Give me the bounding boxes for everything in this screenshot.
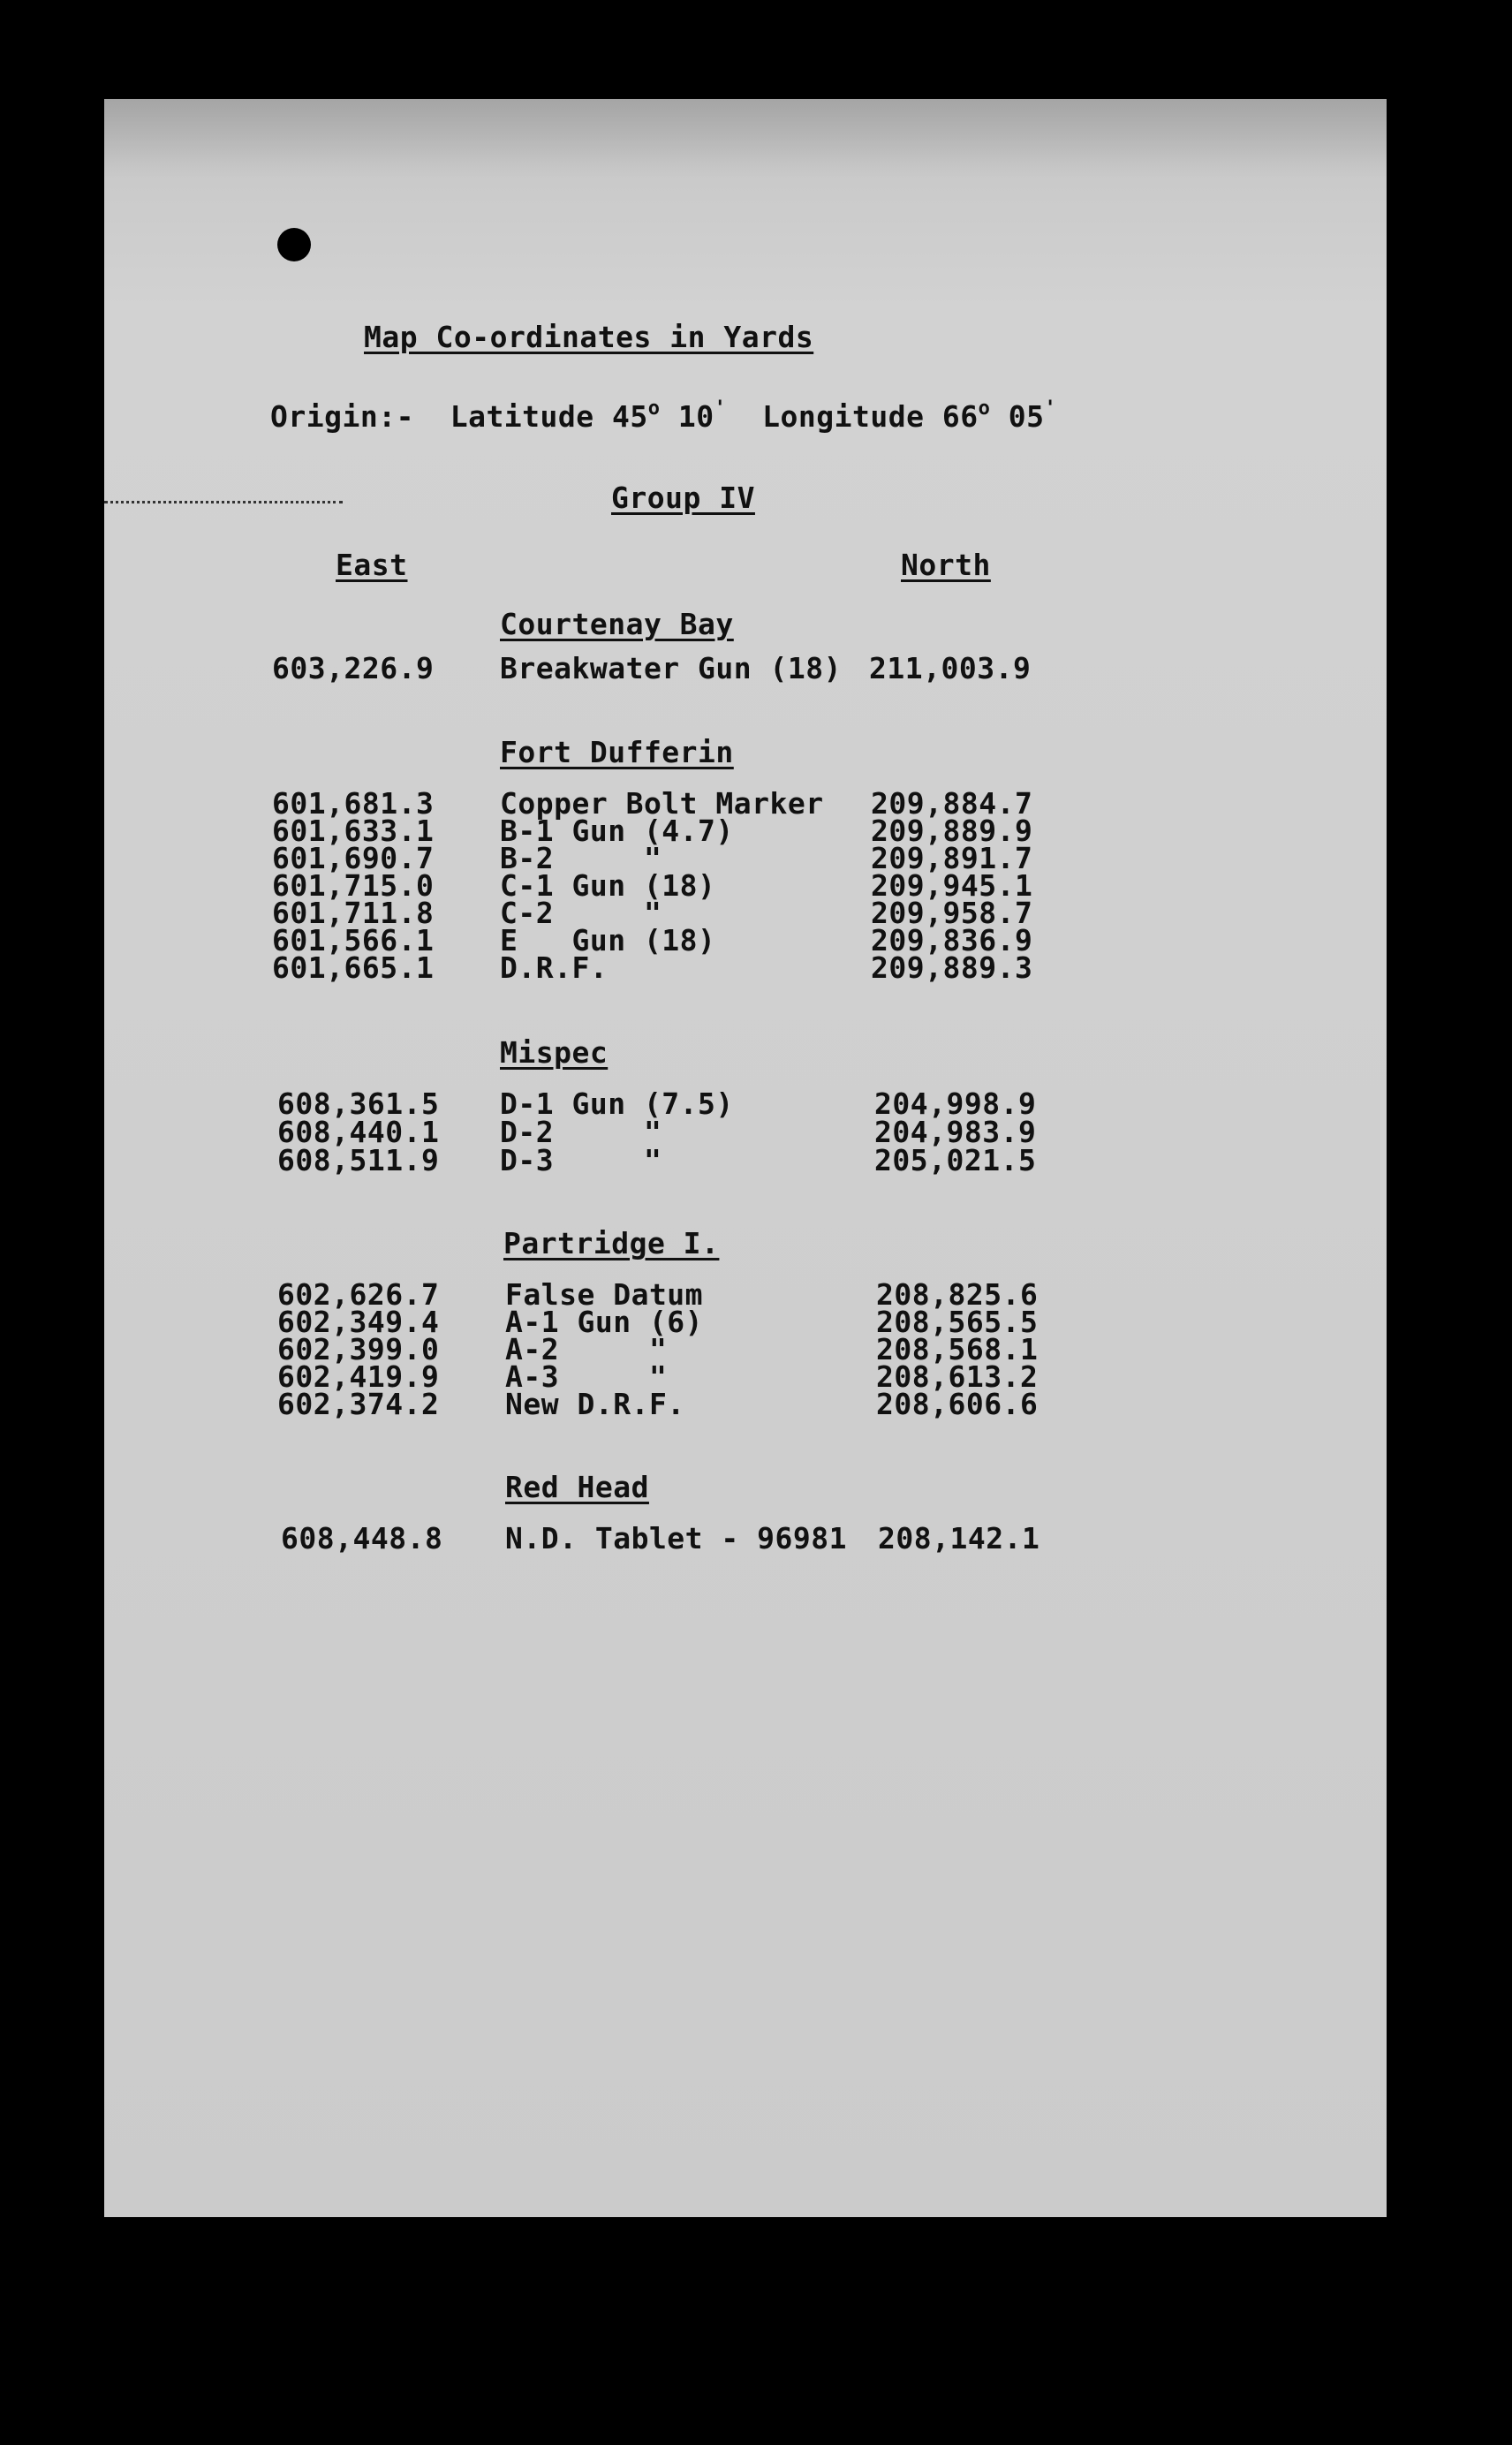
- east-value: 601,633.1: [272, 814, 435, 848]
- east-value: 601,711.8: [272, 896, 435, 930]
- point-description: False Datum: [505, 1277, 704, 1312]
- east-value: 601,665.1: [272, 950, 435, 985]
- east-value: 602,419.9: [277, 1359, 440, 1394]
- group-heading: Group IV: [611, 481, 755, 515]
- dotted-mark: [104, 501, 343, 503]
- east-value: 608,448.8: [281, 1521, 443, 1556]
- point-description: B-2 ": [500, 841, 662, 875]
- section-heading: Red Head: [505, 1470, 649, 1504]
- latitude-degree-mark: o: [647, 397, 661, 420]
- north-value: 209,889.3: [871, 950, 1033, 985]
- point-description: D.R.F.: [500, 950, 609, 985]
- north-value: 209,884.7: [871, 786, 1033, 821]
- north-value: 204,983.9: [874, 1115, 1037, 1149]
- north-value: 209,945.1: [871, 868, 1033, 903]
- east-value: 602,349.4: [277, 1305, 440, 1339]
- north-value: 211,003.9: [869, 651, 1032, 685]
- latitude-label: Latitude: [450, 399, 594, 434]
- longitude-degree-mark: o: [978, 397, 991, 420]
- east-column-header: East: [336, 548, 408, 582]
- east-value: 602,374.2: [277, 1387, 440, 1421]
- point-description: C-2 ": [500, 896, 662, 930]
- section-heading: Fort Dufferin: [500, 735, 734, 769]
- east-value: 608,440.1: [277, 1115, 440, 1149]
- east-value: 601,690.7: [272, 841, 435, 875]
- point-description: D-2 ": [500, 1115, 662, 1149]
- north-value: 209,891.7: [871, 841, 1033, 875]
- north-value: 204,998.9: [874, 1086, 1037, 1121]
- point-description: New D.R.F.: [505, 1387, 685, 1421]
- longitude-degrees: 66: [941, 399, 979, 434]
- point-description: D-1 Gun (7.5): [500, 1086, 734, 1121]
- east-value: 601,715.0: [272, 868, 435, 903]
- east-value: 601,566.1: [272, 923, 435, 958]
- point-description: C-1 Gun (18): [500, 868, 716, 903]
- east-value: 602,399.0: [277, 1332, 440, 1366]
- point-description: Copper Bolt Marker: [500, 786, 824, 821]
- north-value: 208,568.1: [876, 1332, 1039, 1366]
- north-column-header: North: [901, 548, 991, 582]
- north-value: 208,565.5: [876, 1305, 1039, 1339]
- east-value: 602,626.7: [277, 1277, 440, 1312]
- point-description: A-3 ": [505, 1359, 668, 1394]
- document-title: Map Co-ordinates in Yards: [364, 320, 814, 354]
- section-heading: Partridge I.: [503, 1226, 720, 1260]
- north-value: 208,613.2: [876, 1359, 1039, 1394]
- north-value: 205,021.5: [874, 1143, 1037, 1177]
- point-description: B-1 Gun (4.7): [500, 814, 734, 848]
- point-description: A-2 ": [505, 1332, 668, 1366]
- origin-label: Origin:-: [270, 399, 414, 434]
- north-value: 208,606.6: [876, 1387, 1039, 1421]
- north-value: 209,836.9: [871, 923, 1033, 958]
- origin-line: [270, 399, 1056, 434]
- north-value: 208,825.6: [876, 1277, 1039, 1312]
- north-value: 209,889.9: [871, 814, 1033, 848]
- east-value: 603,226.9: [272, 651, 435, 685]
- punch-hole: [277, 228, 311, 261]
- east-value: 601,681.3: [272, 786, 435, 821]
- longitude-minute-mark: ': [1044, 397, 1057, 420]
- latitude-minutes: 10: [677, 399, 714, 434]
- north-value: 208,142.1: [878, 1521, 1040, 1556]
- point-description: D-3 ": [500, 1143, 662, 1177]
- latitude-minute-mark: ': [714, 397, 727, 420]
- point-description: A-1 Gun (6): [505, 1305, 704, 1339]
- latitude-degrees: 45: [612, 399, 648, 434]
- point-description: Breakwater Gun (18): [500, 651, 842, 685]
- point-description: N.D. Tablet - 96981: [505, 1521, 847, 1556]
- section-heading: Mispec: [500, 1035, 609, 1070]
- longitude-minutes: 05: [1008, 399, 1045, 434]
- point-description: E Gun (18): [500, 923, 716, 958]
- east-value: 608,511.9: [277, 1143, 440, 1177]
- section-heading: Courtenay Bay: [500, 607, 734, 641]
- document-page: [104, 99, 1387, 2217]
- east-value: 608,361.5: [277, 1086, 440, 1121]
- longitude-label: Longitude: [762, 399, 925, 434]
- north-value: 209,958.7: [871, 896, 1033, 930]
